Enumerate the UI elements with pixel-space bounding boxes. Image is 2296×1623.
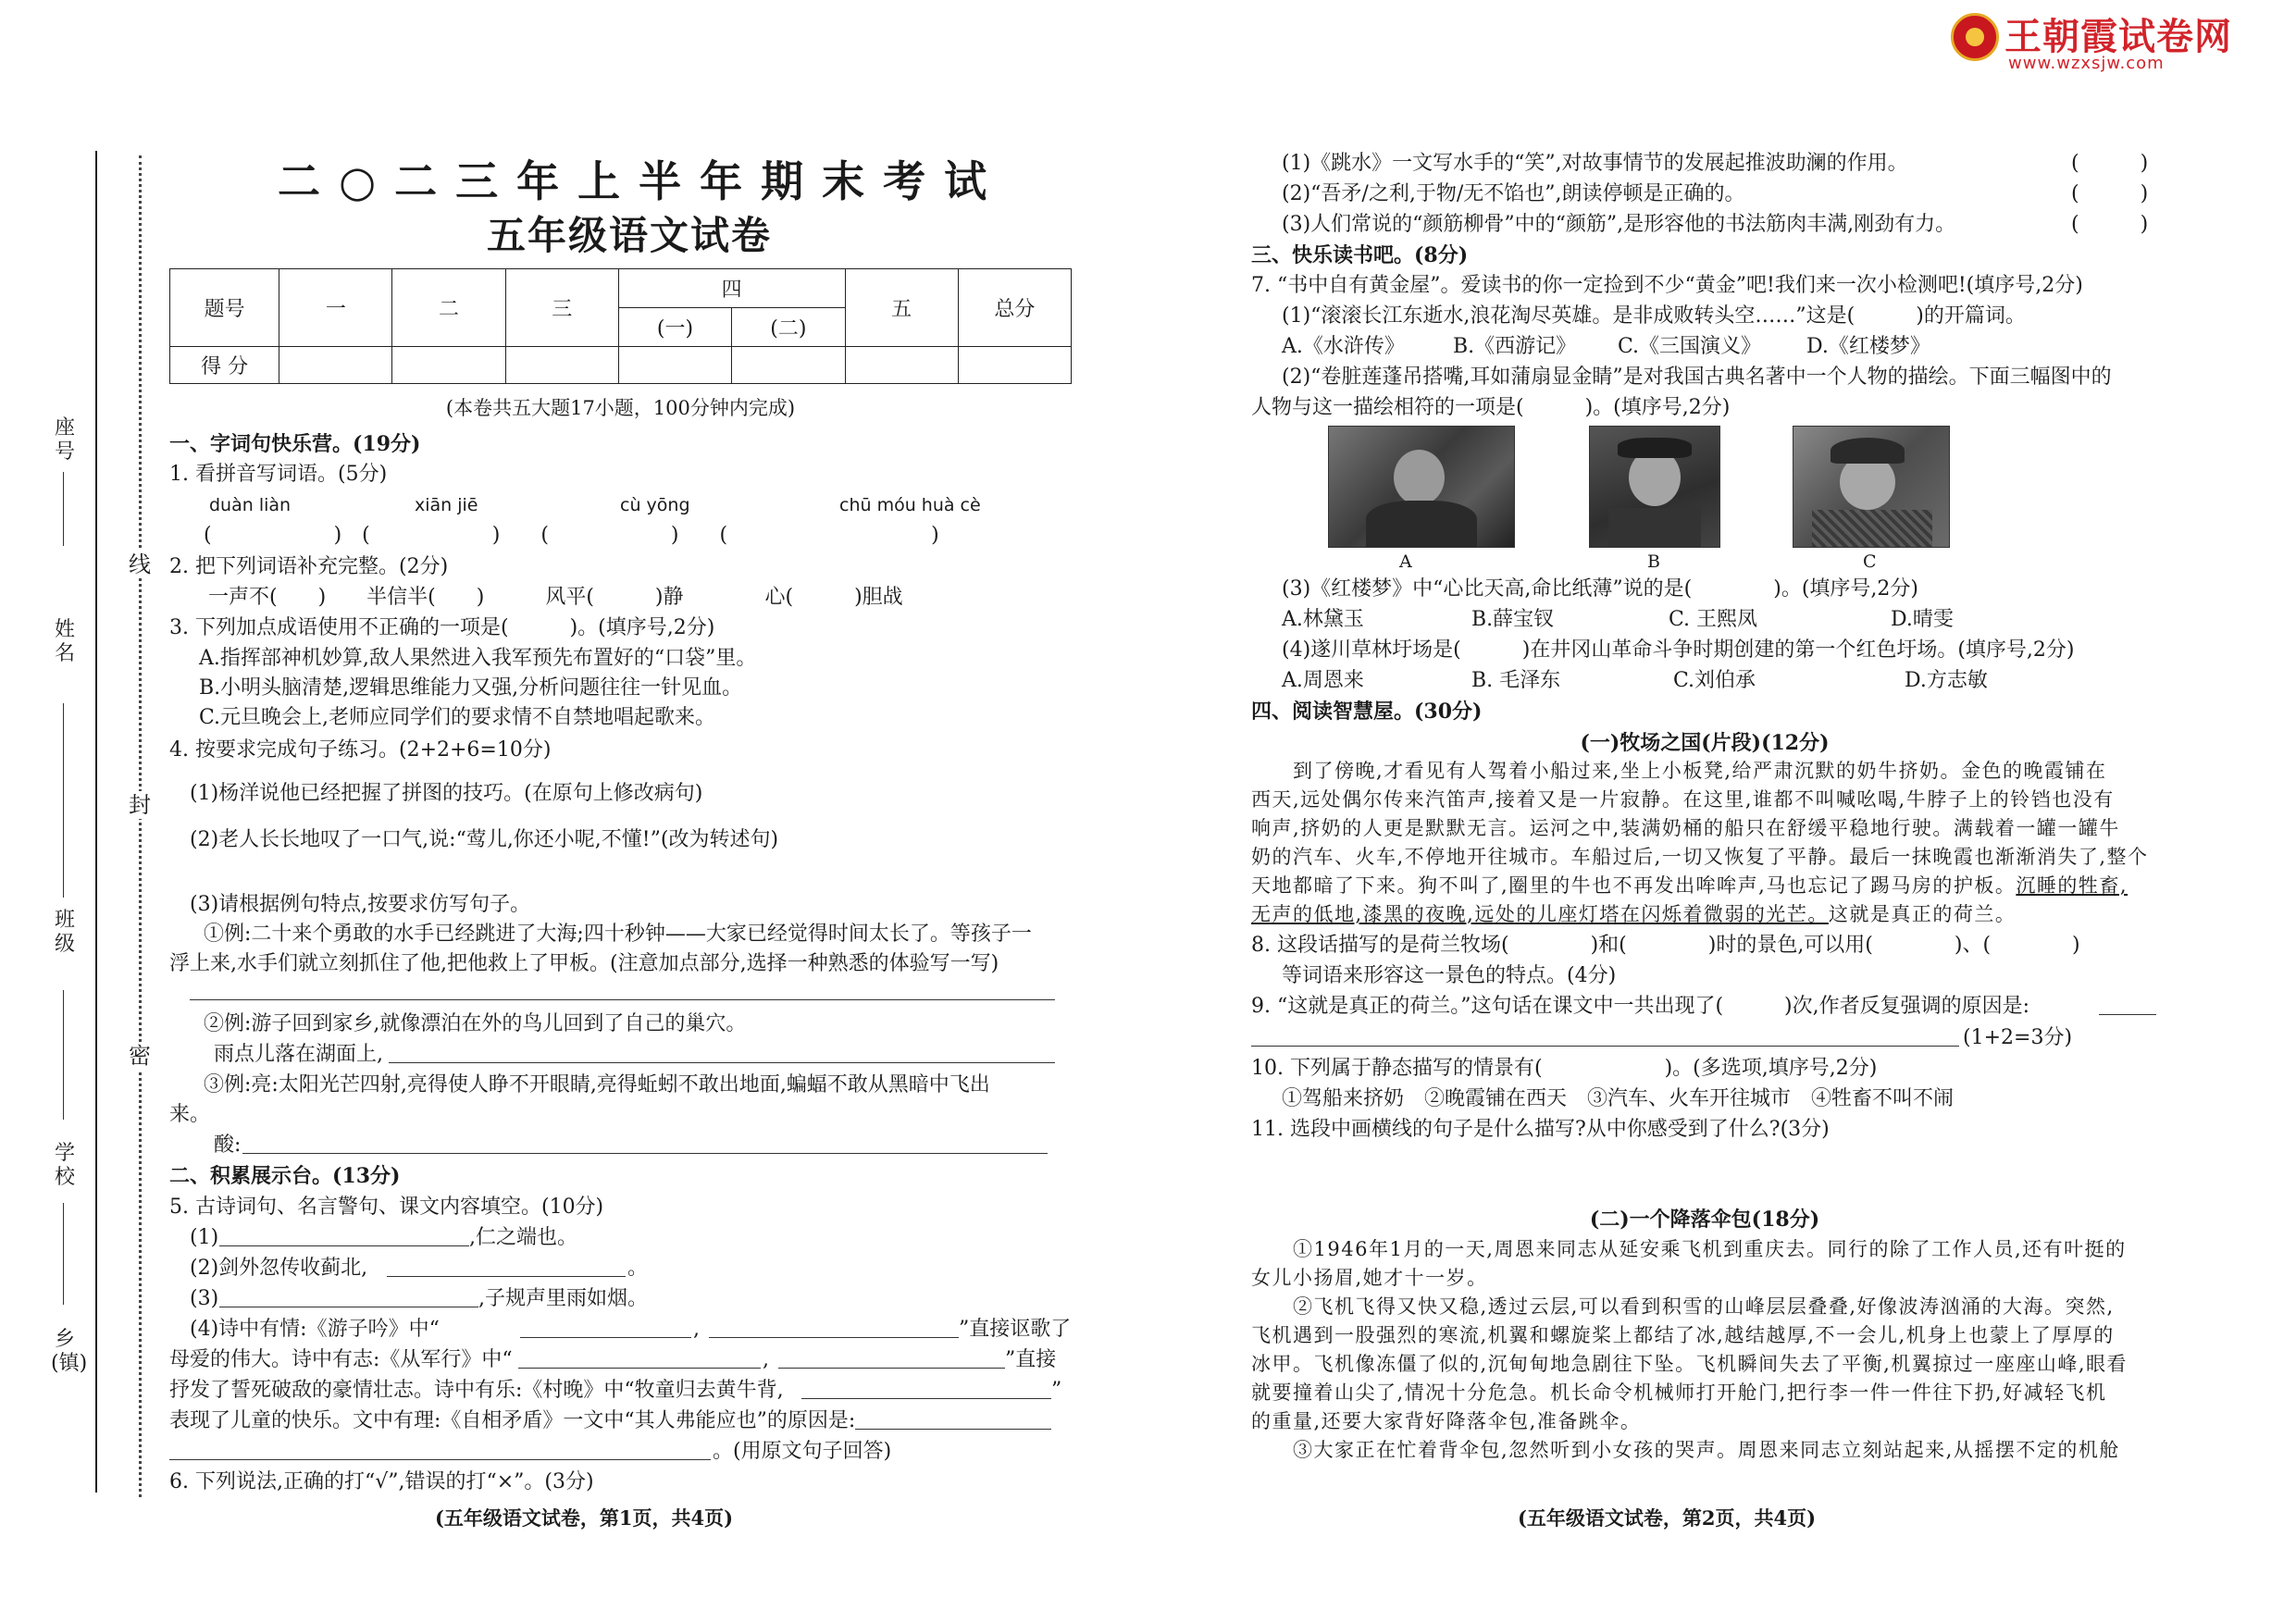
score-header-5: 五 xyxy=(845,269,958,347)
q1-pinyin-3: cù yōng xyxy=(620,495,690,515)
q7-2-a: (2)“卷脏莲蓬吊搭嘴,耳如蒲扇显金睛”是对我国古典名著中一个人物的描绘。下面三幅图中的 xyxy=(1282,365,2112,389)
figure-image-c xyxy=(1793,426,1950,548)
q4-3-3-example-b: 来。 xyxy=(169,1103,211,1126)
passage-2 xyxy=(1251,1235,2163,1465)
q5-4-comma-2: , xyxy=(763,1348,769,1371)
q7-1: (1)“滚滚长江东逝水,浪花淘尽英雄。是非成败转头空……”这是( )的开篇词。 xyxy=(1282,304,2026,328)
q5-4-blank-1[interactable] xyxy=(520,1337,691,1338)
binding-fill-line-town[interactable] xyxy=(63,1203,64,1305)
q7-3-option-a: A.林黛玉 xyxy=(1282,608,1364,631)
q10-options: ①驾船来挤奶 ②晚霞铺在西天 ③汽车、火车开往城市 ④牲畜不叫不闹 xyxy=(1282,1087,1955,1110)
q5-4-quote: ” xyxy=(1051,1379,1062,1402)
q4-3-2-example: ②例:游子回到家乡,就像漂泊在外的鸟儿回到了自己的巢穴。 xyxy=(204,1012,747,1035)
q3-option-c: C.元旦晚会上,老师应同学们的要求情不自禁地唱起歌来。 xyxy=(199,706,716,729)
score-header-total: 总分 xyxy=(958,269,1071,347)
passage-2-line: ①1946年1月的一天,周恩来同志从延安乘飞机到重庆去。同行的除了工作人员,还有叶挺的 xyxy=(1251,1238,2127,1260)
section-2-heading: 二、积累展示台。(13分) xyxy=(169,1164,401,1188)
q5-1-blank[interactable] xyxy=(219,1245,469,1246)
q5-4-a: (4)诗中有情:《游子吟》中“ xyxy=(190,1318,440,1341)
q7-4-option-d: D.方志敏 xyxy=(1905,669,1988,692)
q7-1-option-d: D.《红楼梦》 xyxy=(1806,335,1930,358)
q9-answer-blank-2[interactable] xyxy=(1251,1046,1959,1047)
brand-watermark xyxy=(1951,7,2256,72)
q2-prompt: 2. 把下列词语补充完整。(2分) xyxy=(169,555,449,578)
score-header-3: 三 xyxy=(505,269,618,347)
score-header-4: 四 xyxy=(618,269,845,308)
passage-1-underlined-sentence: 无声的低地,漆黑的夜晚,远处的儿座灯塔在闪烁着微弱的光芒。 xyxy=(1251,903,1829,925)
q5-4-blank-5[interactable] xyxy=(801,1398,1051,1399)
passage-1-line: 奶的汽车、火车,不停地开往城市。车船过后,一切又恢复了平静。最后一抹晚霞也渐渐消失了,整个 xyxy=(1251,846,2149,868)
passage-1-underlined-start: 沉睡的牲畜, xyxy=(2016,874,2128,897)
q6-1: (1)《跳水》一文写水手的“笑”,对故事情节的发展起推波助澜的作用。 xyxy=(1282,152,1908,175)
passage-2-line: 飞机遇到一股强烈的寒流,机翼和螺旋桨上都结了冰,越结越厚,不一会儿,机身上也蒙上了厚厚的 xyxy=(1251,1324,2115,1346)
passage-1-line: 到了傍晚,才看见有人驾着小船过来,坐上小板凳,给严肃沉默的奶牛挤奶。金色的晚霞铺在 xyxy=(1251,760,2107,782)
binding-label-name: 姓名 xyxy=(54,618,75,665)
q7-2-b: 人物与这一描绘相符的一项是( )。(填序号,2分) xyxy=(1251,396,1731,419)
score-header-4-1: (一) xyxy=(618,308,731,347)
q9-answer-blank-1[interactable] xyxy=(2099,1014,2156,1015)
binding-fill-line-school[interactable] xyxy=(63,990,64,1120)
q7-4: (4)遂川草林圩场是( )在井冈山革命斗争时期创建的第一个红色圩场。(填序号,2分) xyxy=(1282,638,2075,662)
q4-3-3-example-a: ③例:亮:太阳光芒四射,亮得使人睁不开眼睛,亮得蚯蚓不敢出地面,蝙蝠不敢从黑暗中飞出 xyxy=(204,1073,990,1096)
brand-logo-icon xyxy=(1951,13,1999,61)
figure-image-a xyxy=(1328,426,1515,548)
q6-2-answer[interactable]: ( ) xyxy=(2071,182,2149,205)
q7-3-option-d: D.晴雯 xyxy=(1891,608,1954,631)
passage-2-line: ③大家正在忙着背伞包,忽然听到小女孩的哭声。周恩来同志立刻站起来,从摇摆不定的机舱 xyxy=(1251,1439,2120,1461)
q5-4-e: 。(用原文句子回答) xyxy=(713,1440,892,1463)
brand-name: 王朝霞试卷网 xyxy=(2004,16,2232,58)
binding-fill-line-class[interactable] xyxy=(63,703,64,898)
q1-prompt: 1. 看拼音写词语。(5分) xyxy=(169,463,388,486)
q7-1-option-b: B.《西游记》 xyxy=(1453,335,1577,358)
binding-label-seat: 座号 xyxy=(54,416,75,464)
brand-url: www.wzxsjw.com xyxy=(2008,54,2165,73)
binding-fill-line-seat[interactable] xyxy=(63,472,64,546)
passage-1-line: 响声,挤奶的人更是默默无言。运河之中,装满奶桶的船只在舒缓平稳地行驶。满载着一罐一罐牛 xyxy=(1251,817,2120,839)
q5-4-c: 抒发了誓死破敌的豪情壮志。诗中有乐:《村晚》中“牧童归去黄牛背, xyxy=(169,1379,784,1402)
passage-2-line: 女儿小扬眉,她才十一岁。 xyxy=(1251,1267,1488,1289)
q5-4-b: 母爱的伟大。诗中有志:《从军行》中“ xyxy=(169,1348,513,1371)
q5-4-comma-1: , xyxy=(693,1318,700,1341)
passage-1-line: 天地都暗了下来。狗不叫了,圈里的牛也不再发出哞哞声,马也忘记了踢马房的护板。 xyxy=(1251,874,2017,897)
q4-3-3-prompt: 酸: xyxy=(214,1134,242,1157)
passage-2-line: 就要撞着山尖了,情况十分危急。机长命令机械师打开舱门,把行李一件一件往下扔,好减轻飞机 xyxy=(1251,1381,2107,1404)
score-header-label: 题号 xyxy=(170,269,279,347)
q5-1-label: (1) xyxy=(190,1226,219,1249)
score-cell[interactable] xyxy=(845,347,958,384)
q4-3-3-answer-line[interactable] xyxy=(242,1153,1048,1154)
q5-4-d: 表现了儿童的快乐。文中有理:《自相矛盾》一文中“其人弗能应也”的原因是: xyxy=(169,1409,856,1432)
q4-2: (2)老人长长地叹了一口气,说:“莺儿,你还小呢,不懂!”(改为转述句) xyxy=(190,828,779,851)
score-cell[interactable] xyxy=(958,347,1071,384)
q7-4-option-b: B. 毛泽东 xyxy=(1471,669,1561,692)
q8-b: 等词语来形容这一景色的特点。(4分) xyxy=(1282,964,1617,987)
q6-prompt: 6. 下列说法,正确的打“√”,错误的打“×”。(3分) xyxy=(169,1470,594,1493)
score-cell[interactable] xyxy=(279,347,392,384)
q7-3: (3)《红楼梦》中“心比天高,命比纸薄”说的是( )。(填序号,2分) xyxy=(1282,577,1918,601)
score-row-label: 得 分 xyxy=(170,347,279,384)
score-cell[interactable] xyxy=(392,347,505,384)
q7-1-option-c: C.《三国演义》 xyxy=(1618,335,1762,358)
q5-3-text: ,子规声里雨如烟。 xyxy=(478,1287,648,1310)
section-3-heading: 三、快乐读书吧。(8分) xyxy=(1251,243,1469,267)
binding-seal-seal: 封 xyxy=(129,792,151,818)
q5-2-blank[interactable] xyxy=(387,1276,626,1277)
passage-2-line: 冰甲。飞机像冻僵了似的,沉甸甸地急剧往下坠。飞机瞬间失去了平衡,机翼掠过一座座山峰,眼看 xyxy=(1251,1353,2128,1375)
q3-option-b: B.小明头脑清楚,逻辑思维能力又强,分析问题往往一针见血。 xyxy=(199,676,743,700)
section-4-heading: 四、阅读智慧屋。(30分) xyxy=(1251,700,1483,724)
q4-3-1-answer-line[interactable] xyxy=(190,999,1055,1000)
passage-2-line: 的重量,还要大家背好降落伞包,准备跳伞。 xyxy=(1251,1410,1642,1432)
passage-2-line: ②飞机飞得又快又稳,透过云层,可以看到积雪的山峰层层叠叠,好像波涛汹涌的大海。突然, xyxy=(1251,1295,2115,1318)
score-header-1: 一 xyxy=(279,269,392,347)
binding-seal-secret: 密 xyxy=(129,1043,151,1069)
q6-1-answer[interactable]: ( ) xyxy=(2071,152,2149,175)
binding-label-class: 班级 xyxy=(54,909,75,956)
q9-b: (1+2=3分) xyxy=(1963,1026,2073,1049)
q4-3-1-example-a: ①例:二十来个勇敢的水手已经跳进了大海;四十秒钟——大家已经觉得时间太长了。等孩子一 xyxy=(204,923,1032,946)
q7-3-option-b: B.薛宝钗 xyxy=(1471,608,1555,631)
section-1-heading: 一、字词句快乐营。(19分) xyxy=(169,432,421,456)
q6-3-answer[interactable]: ( ) xyxy=(2071,213,2149,236)
score-cell[interactable] xyxy=(505,347,618,384)
figure-label-a: A xyxy=(1399,551,1412,572)
binding-seal-line: 线 xyxy=(129,551,151,577)
binding-label-town: 乡(镇) xyxy=(51,1328,88,1375)
score-table xyxy=(169,268,1072,384)
q5-4-blank-6[interactable] xyxy=(855,1429,1051,1430)
score-header-2: 二 xyxy=(392,269,505,347)
figure-label-c: C xyxy=(1863,551,1877,572)
q2-items[interactable]: 一声不( ) 半信半( ) 风平( )静 心( )胆战 xyxy=(208,586,903,609)
binding-label-school: 学校 xyxy=(54,1142,75,1189)
score-cell[interactable] xyxy=(732,347,845,384)
q1-pinyin-1: duàn liàn xyxy=(209,495,292,515)
passage-1 xyxy=(1251,757,2163,929)
q11: 11. 选段中画横线的句子是什么描写?从中你感受到了什么?(3分) xyxy=(1251,1118,1830,1141)
figure-image-b xyxy=(1589,426,1720,548)
q6-3: (3)人们常说的“颜筋柳骨”中的“颜筋”,是形容他的书法筋肉丰满,刚劲有力。 xyxy=(1282,213,1956,236)
q5-4-b-end: ”直接 xyxy=(1005,1348,1057,1371)
q5-2-end: 。 xyxy=(627,1257,649,1280)
q5-4-blank-3[interactable] xyxy=(518,1368,761,1369)
exam-note: (本卷共五大题17小题，100分钟内完成) xyxy=(445,397,796,419)
q5-3-label: (3) xyxy=(190,1287,219,1310)
passage-1-line: 西天,远处偶尔传来汽笛声,接着又是一片寂静。在这里,谁都不叫喊吆喝,牛脖子上的铃铛也没有 xyxy=(1251,788,2115,811)
q6-2: (2)“吾矛/之利,于物/无不馅也”,朗读停顿是正确的。 xyxy=(1282,182,1745,205)
exam-title: 二○二三年上半年期末考试 xyxy=(278,156,1006,206)
q9-a: 9. “这就是真正的荷兰。”这句话在课文中一共出现了( )次,作者反复强调的原因是: xyxy=(1251,995,2030,1018)
q4-prompt: 4. 按要求完成句子练习。(2+2+6=10分) xyxy=(169,738,552,762)
q4-3-1-example-b: 浮上来,水手们就立刻抓住了他,把他救上了甲板。(注意加点部分,选择一种熟悉的体验写一写) xyxy=(169,952,999,975)
q1-pinyin-4: chū móu huà cè xyxy=(839,495,981,515)
q5-2-text: (2)剑外忽传收蓟北, xyxy=(190,1257,368,1280)
q5-4-blank-2[interactable] xyxy=(709,1337,959,1338)
q3-option-a: A.指挥部神机妙算,敌人果然进入我军预先布置好的“口袋”里。 xyxy=(199,647,757,670)
q5-4-blank-7[interactable] xyxy=(169,1459,711,1460)
q4-3: (3)请根据例句特点,按要求仿写句子。 xyxy=(190,893,531,916)
exam-subtitle: 五年级语文试卷 xyxy=(486,213,772,258)
q7-3-option-c: C. 王熙凤 xyxy=(1669,608,1758,631)
passage-1-line: 这就是真正的荷兰。 xyxy=(1828,903,2017,925)
passage-1-title: (一)牧场之国(片段)(12分) xyxy=(1580,731,1830,755)
figure-label-b: B xyxy=(1647,551,1660,572)
q7-prompt: 7. “书中自有黄金屋”。爱读书的你一定捡到不少“黄金”吧!我们来一次小检测吧!(填序号,2分) xyxy=(1251,274,2083,297)
q5-prompt: 5. 古诗词句、名言警句、课文内容填空。(10分) xyxy=(169,1196,604,1219)
binding-solid-line xyxy=(95,151,97,1493)
passage-2-title: (二)一个降落伞包(18分) xyxy=(1589,1208,1820,1232)
q7-4-option-c: C.刘伯承 xyxy=(1673,669,1756,692)
page-1-footer: (五年级语文试卷，第1页，共4页) xyxy=(435,1506,734,1530)
q4-3-2-prompt: 雨点儿落在湖面上, xyxy=(214,1043,383,1066)
score-header-4-2: (二) xyxy=(732,308,845,347)
q5-4-a-end: ”直接讴歌了 xyxy=(959,1318,1072,1341)
q5-1-text: ,仁之端也。 xyxy=(469,1226,577,1249)
q10: 10. 下列属于静态描写的情景有( )。(多选项,填序号,2分) xyxy=(1251,1057,1878,1080)
binding-dotted-line xyxy=(139,155,142,1497)
q4-1: (1)杨洋说他已经把握了拼图的技巧。(在原句上修改病句) xyxy=(190,782,703,805)
q5-4-blank-4[interactable] xyxy=(778,1368,1005,1369)
q4-3-2-answer-line[interactable] xyxy=(389,1062,1055,1063)
q8-a: 8. 这段话描写的是荷兰牧场( )和( )时的景色,可以用( )、( ) xyxy=(1251,934,2080,957)
q7-1-option-a: A.《水浒传》 xyxy=(1282,335,1405,358)
q3-prompt: 3. 下列加点成语使用不正确的一项是( )。(填序号,2分) xyxy=(169,616,715,639)
q1-answer-blanks[interactable]: ( ) ( ) ( ) ( ) xyxy=(204,524,939,547)
page-2-footer: (五年级语文试卷，第2页，共4页) xyxy=(1518,1506,1817,1530)
score-cell[interactable] xyxy=(618,347,731,384)
q7-4-option-a: A.周恩来 xyxy=(1282,669,1364,692)
q1-pinyin-2: xiān jiē xyxy=(415,495,478,515)
